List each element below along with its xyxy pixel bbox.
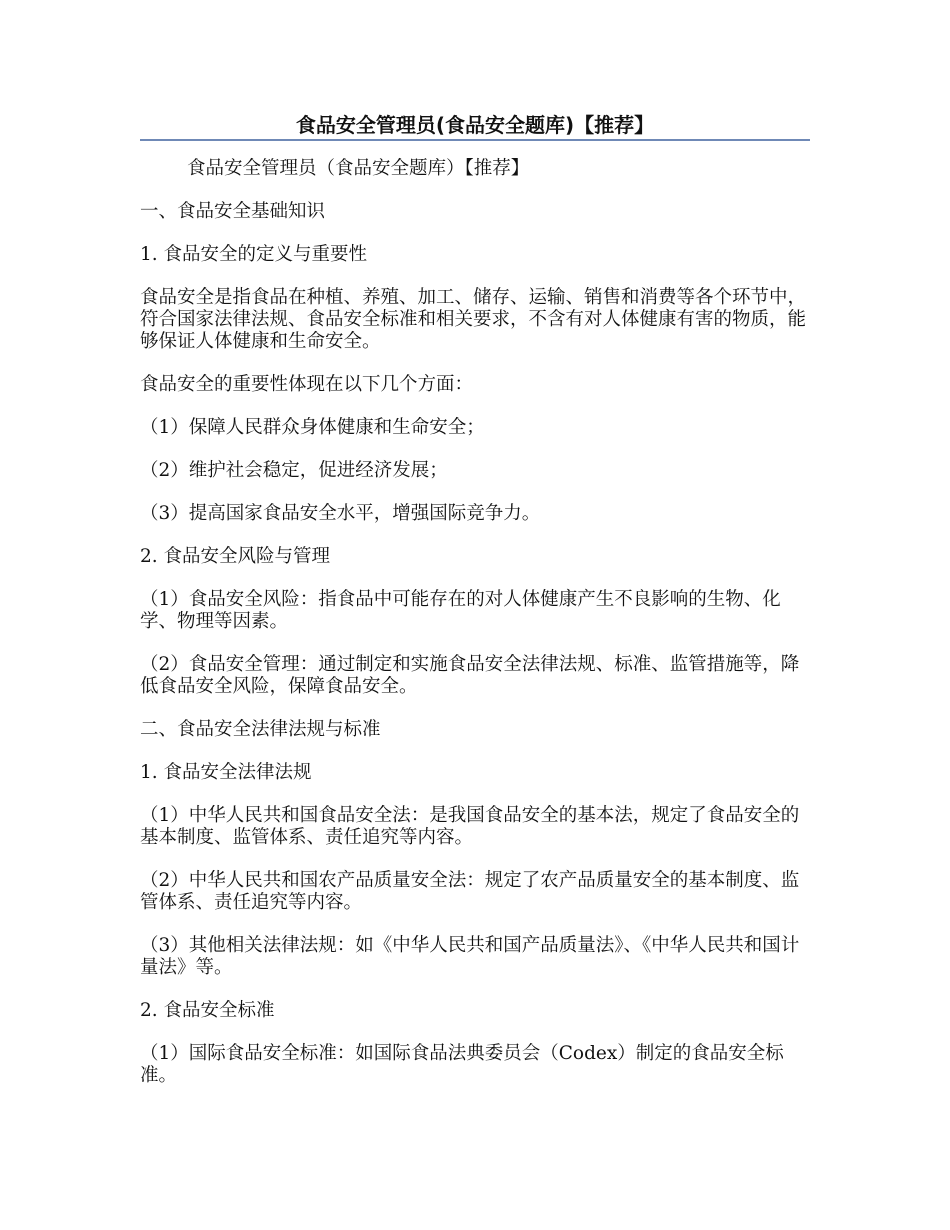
list-item: （1）国际食品安全标准：如国际食品法典委员会（Codex）制定的食品安全标准。 [140, 1043, 784, 1086]
list-item: （1）中华人民共和国食品安全法：是我国食品安全的基本法，规定了食品安全的基本制度、监管体系、责任追究等内容。 [140, 805, 800, 848]
list-item: （1）食品安全风险：指食品中可能存在的对人体健康产生不良影响的生物、化学、物理等因素。 [140, 589, 781, 632]
paragraph-importance: 食品安全的重要性体现在以下几个方面： [140, 374, 474, 395]
subsection-heading-2-2: 2. 食品安全标准 [140, 1000, 275, 1021]
list-item: （2）中华人民共和国农产品质量安全法：规定了农产品质量安全的基本制度、监管体系、责任追究等内容。 [140, 870, 800, 913]
subsection-heading-1-1: 1. 食品安全的定义与重要性 [140, 244, 368, 265]
paragraph-definition: 食品安全是指食品在种植、养殖、加工、储存、运输、销售和消费等各个环节中，符合国家法律法规、食品安全标准和相关要求，不含有对人体健康有害的物质，能够保证人体健康和生命安全。 [140, 287, 807, 352]
list-item: （3）其他相关法律法规：如《中华人民共和国产品质量法》、《中华人民共和国计量法》等。 [140, 935, 800, 978]
list-item: （3）提高国家食品安全水平，增强国际竞争力。 [140, 503, 541, 524]
list-item: （2）维护社会稳定，促进经济发展； [140, 460, 448, 481]
section-heading-2: 二、食品安全法律法规与标准 [140, 719, 381, 740]
list-item: （1）保障人民群众身体健康和生命安全； [140, 417, 485, 438]
list-item: （2）食品安全管理：通过制定和实施食品安全法律法规、标准、监管措施等，降低食品安全风险，保障食品安全。 [140, 654, 800, 697]
title-divider [140, 139, 810, 141]
subsection-heading-1-2: 2. 食品安全风险与管理 [140, 546, 331, 567]
document-title: 食品安全管理员(食品安全题库)【推荐】 [295, 113, 655, 137]
section-heading-1: 一、食品安全基础知识 [140, 201, 326, 222]
subsection-heading-2-1: 1. 食品安全法律法规 [140, 762, 312, 783]
document-body [140, 158, 810, 1087]
intro-heading: 食品安全管理员（食品安全题库）【推荐】 [187, 158, 530, 179]
